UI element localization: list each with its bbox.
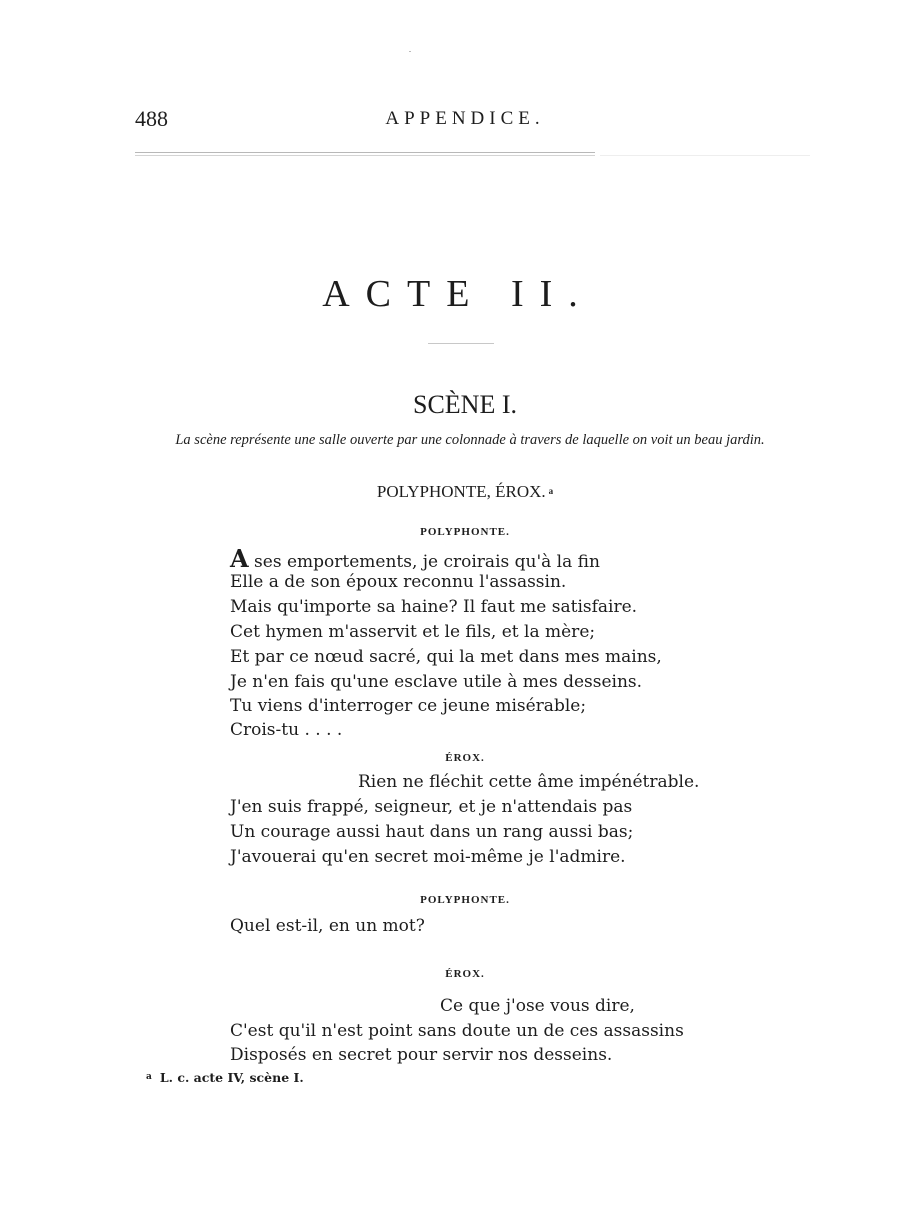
verse-line: Elle a de son époux reconnu l'assassin. <box>230 572 567 592</box>
verse-line: Crois-tu . . . . <box>230 720 343 740</box>
verse-line <box>230 544 600 573</box>
verse-line: J'avouerai qu'en secret moi-même je l'admire. <box>230 847 626 867</box>
act-title: ACTE II. <box>322 273 594 315</box>
verse-line: Mais qu'importe sa haine? Il faut me satisfaire. <box>230 597 638 617</box>
verse-line: Tu viens d'interroger ce jeune misérable; <box>230 696 587 716</box>
speaker-label: ÉROX. <box>445 968 485 980</box>
header-rule-faint <box>600 155 810 156</box>
verse-line: Cet hymen m'asservit et le fils, et la mère; <box>230 622 596 642</box>
speaker-label: POLYPHONTE. <box>420 526 510 538</box>
act-divider <box>428 343 494 344</box>
verse-line: Disposés en secret pour servir nos desseins. <box>230 1045 613 1065</box>
verse-line: Rien ne fléchit cette âme impénétrable. <box>358 772 700 792</box>
verse-line: Je n'en fais qu'une esclave utile à mes desseins. <box>230 672 643 692</box>
drop-capital: A <box>230 544 249 573</box>
page-number: 488 <box>135 106 168 131</box>
footnote-reference: a <box>548 486 554 496</box>
characters-names: POLYPHONTE, ÉROX. <box>376 482 546 501</box>
verse-line: Quel est-il, en un mot? <box>230 916 425 936</box>
verse-line: J'en suis frappé, seigneur, et je n'attendais pas <box>230 797 633 817</box>
speaker-label: POLYPHONTE. <box>420 894 510 906</box>
footnote-text: L. c. acte IV, scène I. <box>159 1070 304 1085</box>
verse-line: Ce que j'ose vous dire, <box>440 996 635 1016</box>
scene-title: SCÈNE I. <box>413 390 517 419</box>
verse-line: Et par ce nœud sacré, qui la met dans mes mains, <box>230 647 662 667</box>
footnote <box>146 1070 304 1085</box>
ink-speck <box>409 51 411 52</box>
header-rule <box>135 152 595 156</box>
verse-line: Un courage aussi haut dans un rang aussi bas; <box>230 822 634 842</box>
running-head: APPENDICE. <box>385 108 545 129</box>
footnote-mark: a <box>146 1072 152 1082</box>
verse-line: C'est qu'il n'est point sans doute un de ces assassins <box>230 1021 684 1041</box>
stage-direction: La scène représente une salle ouverte par une colonnade à travers de laquelle on voit un beau jardin. <box>175 432 765 448</box>
characters-line <box>0 482 900 502</box>
verse-line-rest: ses emportements, je croirais qu'à la fin <box>248 552 600 572</box>
speaker-label: ÉROX. <box>445 752 485 764</box>
